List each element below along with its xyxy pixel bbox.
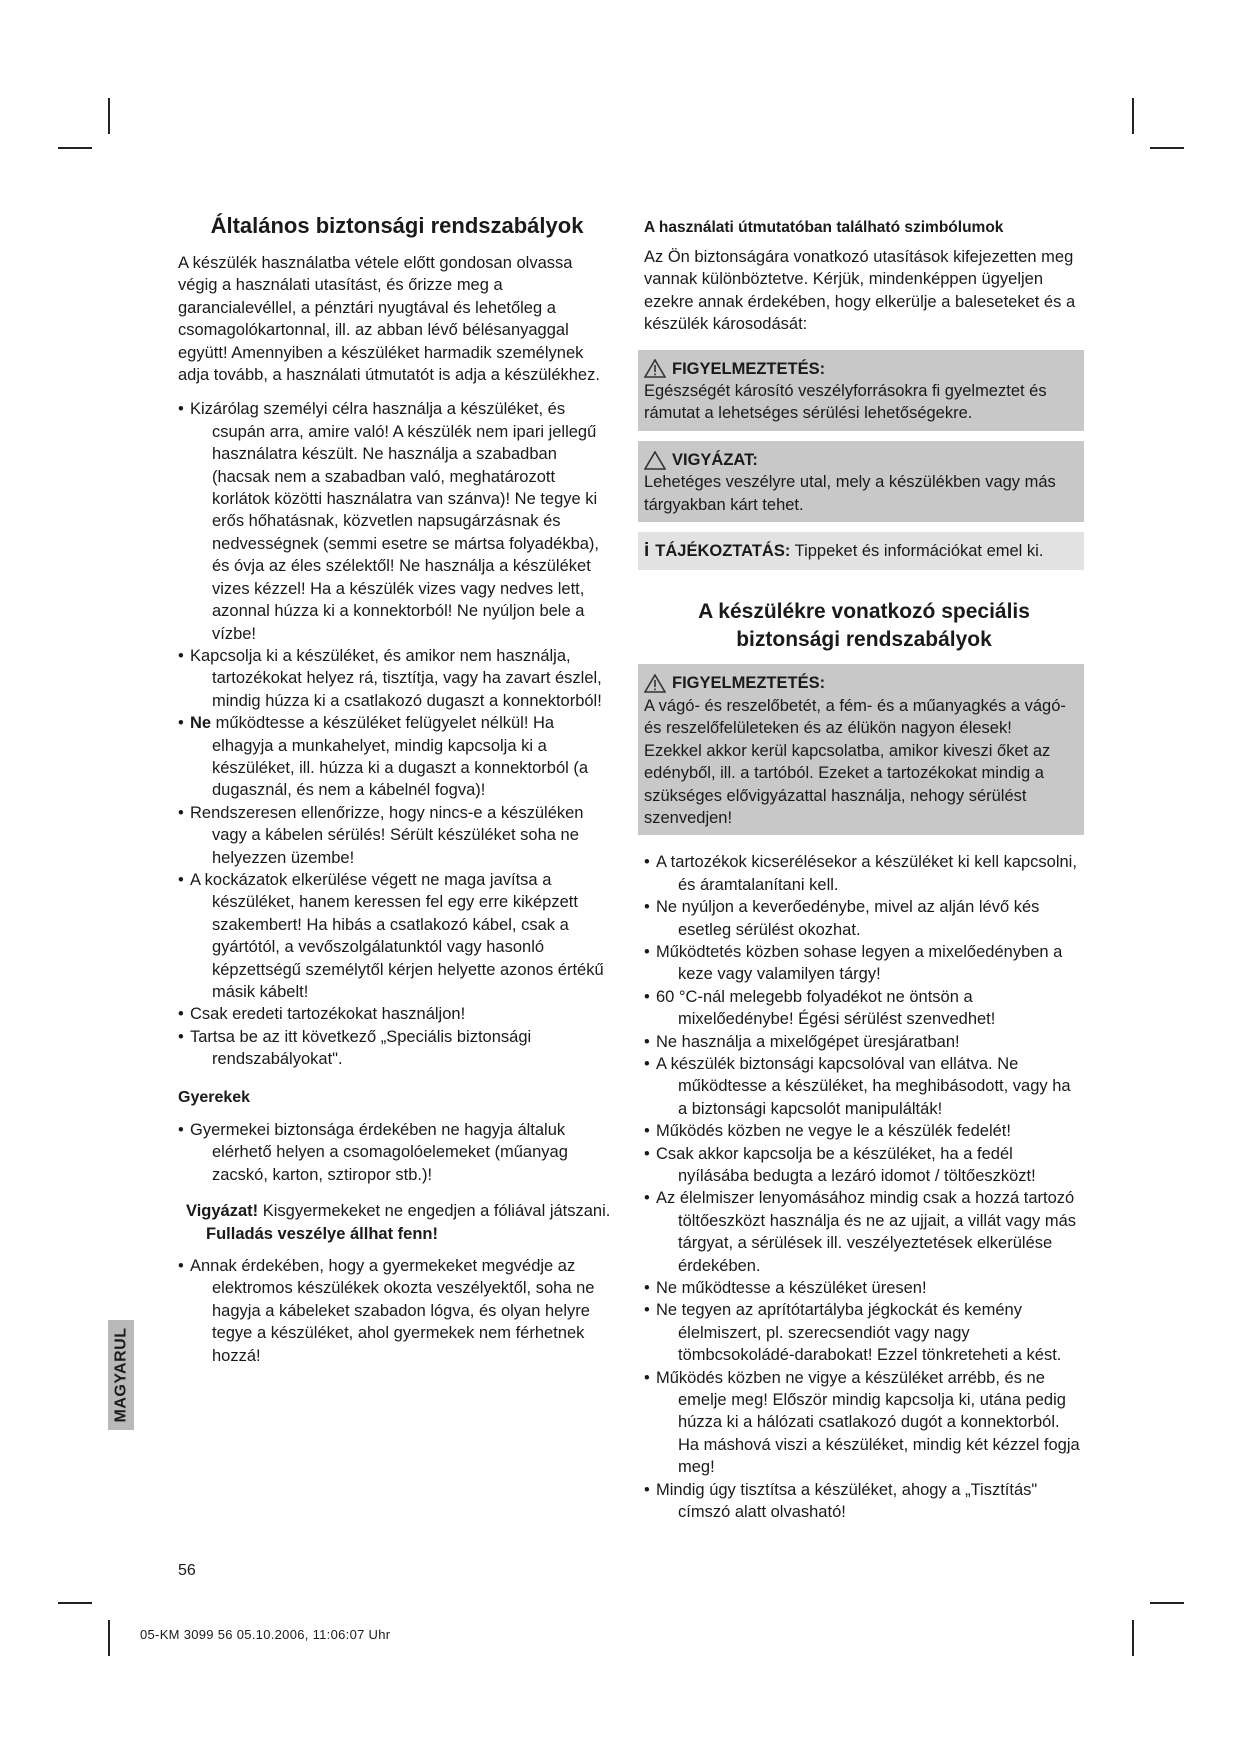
list-item: • A készülék biztonsági kapcsolóval van ellátva. Ne működtesse a készüléket, ha meghibásodott, vagy ha a biztonsági kapcsolót manipulálták!	[644, 1053, 1084, 1120]
info-icon: i	[644, 540, 650, 562]
ne-bold: Ne	[190, 714, 212, 733]
list-item: • Tartsa be az itt következő „Speciális biztonsági rendszabályokat".	[178, 1026, 616, 1071]
warning-box	[638, 350, 1084, 431]
list-item: • Kapcsolja ki a készüléket, és amikor nem használja, tartozékokat helyez rá, tisztítja, vagy ha zavart észlel, mindig húzza ki a csatlakozó dugaszt a konnektorból!	[178, 645, 616, 712]
language-tab	[108, 1320, 134, 1430]
list-item: • 60 °C-nál melegebb folyadékot ne öntsön a mixelőedénybe! Égési sérülést szenvedhet!	[644, 986, 1084, 1031]
intro-paragraph: A készülék használatba vétele előtt gondosan olvassa végig a használati utasítást, és őrizze meg a garancialevéllel, a pénztári nyugtával és lehetőleg a csomagolókartonnal, ill. az abban lévő bélésanyaggal együtt! Amennyiben a készüléket harmadik személynek adja tovább, a használati útmutatót is adja a készülékhez.	[178, 254, 600, 385]
caution-title	[644, 449, 1074, 471]
warning-triangle-icon	[644, 359, 666, 378]
right-column	[644, 212, 1084, 1524]
language-tab-label: MAGYARUL	[112, 1327, 129, 1423]
print-footer: 05-KM 3099 56 05.10.2006, 11:06:07 Uhr	[140, 1627, 391, 1642]
list-item: • Gyermekei biztonsága érdekében ne hagyja általuk elérhető helyen a csomagolóelemeket (műanyag zacskó, karton, sztiropor stb.)!	[178, 1119, 616, 1186]
crop-mark	[58, 147, 92, 149]
list-item: • A kockázatok elkerülése végett ne maga javítsa a készüléket, hanem keressen fel egy erre kiképzett szakembert! Ha hibás a csatlakozó kábel, csak a gyártótól, a vevőszolgálatunktól vagy hasonló képzettségű személytől kérjen helyette azonos értékű másik kábelt!	[178, 869, 616, 1003]
crop-mark	[1132, 1620, 1134, 1656]
page-number: 56	[178, 1562, 196, 1579]
warning-triangle-icon	[644, 674, 666, 693]
list-item: • A tartozékok kicserélésekor a készüléket ki kell kapcsolni, és áramtalanítani kell.	[644, 851, 1084, 896]
special-safety-list	[644, 851, 1084, 1523]
caution-title-text: VIGYÁZAT:	[672, 450, 758, 469]
left-column	[178, 212, 616, 1367]
crop-mark	[1150, 147, 1184, 149]
warning-text: Egészségét károsító veszélyforrásokra fi gyelmeztet és rámutat a lehetséges sérülési lehetőségekre.	[644, 382, 1047, 423]
caution-box-text: Lehetéges veszélyre utal, mely a készülékben vagy más tárgyakban kárt tehet.	[644, 473, 1056, 514]
list-item: • Csak akkor kapcsolja be a készüléket, ha a fedél nyílásába bedugta a lezáró idomot / töltőeszközt!	[644, 1143, 1084, 1188]
ne-rest: működtesse a készüléket felügyelet nélkül! Ha elhagyja a munkahelyet, mindig kapcsolja ki a készüléket, ill. húzza ki a dugaszt a konnektorból (a dugasznál, és nem a kábelnél fogva)!	[211, 714, 589, 800]
info-label: TÁJÉKOZTATÁS:	[655, 542, 791, 561]
caution-text: Kisgyermekeket ne engedjen a fóliával játszani.	[258, 1202, 611, 1221]
list-item: • Kizárólag személyi célra használja a készüléket, és csupán arra, amire való! A készülék nem ipari jellegű használatra készült. Ne használja a szabadban (hacsak nem a szabadban való, meghatározott korlátok közötti használatra van szánva)! Ne tegye ki erős hőhatásnak, közvetlen napsugárzásnak és nedvességnek (semmi esetre se mártsa folyadékba), és óvja az éles szélektől! Ne használja a készüléket vizes kézzel! Ha a készülék vizes vagy nedves lett, azonnal húzza ki a konnektorból! Ne nyúljon bele a vízbe!	[178, 398, 616, 644]
crop-mark	[58, 1602, 92, 1604]
info-box	[638, 532, 1084, 570]
suffocation-warning: Fulladás veszélye állhat fenn!	[206, 1224, 438, 1243]
symbols-heading: A használati útmutatóban található szimbólumok	[644, 219, 1004, 236]
children-list	[178, 1119, 616, 1186]
list-item: • Ne használja a mixelőgépet üresjáratban!	[644, 1031, 1084, 1053]
caution-note	[186, 1200, 616, 1245]
general-safety-list	[178, 398, 616, 1070]
general-safety-title: Általános biztonsági rendszabályok	[210, 213, 584, 238]
list-item: • Az élelmiszer lenyomásához mindig csak a hozzá tartozó töltőeszközt használja és ne az ujjait, a villát vagy más tárgyat, a sérülések ill. veszélyeztetések elkerülése érdekében.	[644, 1187, 1084, 1277]
list-item	[178, 712, 616, 802]
list-item: • Annak érdekében, hogy a gyermekeket megvédje az elektromos készülékek okozta veszélyektől, soha ne hagyja a kábeleket szabadon lógva, és olyan helyre tegye a készüléket, ahol gyermekek nem férhetnek hozzá!	[178, 1255, 616, 1367]
crop-mark	[108, 98, 110, 134]
symbols-intro: Az Ön biztonságára vonatkozó utasítások kifejezetten meg vannak különböztetve. Kérjük, mindenképpen ügyeljen ezekre annak érdekében, hogy elkerülje a baleseteket és a készülék károsodását:	[644, 248, 1076, 334]
caution-triangle-icon	[644, 451, 666, 470]
special-warning-title	[644, 672, 1074, 694]
special-safety-title: A készülékre vonatkozó speciális biztonsági rendszabályok	[698, 600, 1030, 652]
list-item: • Csak eredeti tartozékokat használjon!	[178, 1003, 616, 1025]
list-item: • Működtetés közben sohase legyen a mixelőedényben a keze vagy valamilyen tárgy!	[644, 941, 1084, 986]
list-item: • Ne működtesse a készüléket üresen!	[644, 1277, 1084, 1299]
list-item: • Működés közben ne vigye a készüléket arrébb, és ne emelje meg! Először mindig kapcsolja ki, utána pedig húzza ki a hálózati csatlakozó dugót a konnektorból. Ha máshová viszi a készüléket, mindig két kézzel fogja meg!	[644, 1367, 1084, 1479]
special-warning-text: A vágó- és reszelőbetét, a fém- és a műanyagkés a vágó- és reszelőfelületeken és az élükön nagyon élesek! Ezekkel akkor kerül kapcsolatba, amikor kiveszi őket az edényből, ill. a tartóból. Ezeket a tartozékokat mindig a szükséges elővigyázattal használja, nehogy sérülést szenvedjen!	[644, 696, 1066, 827]
warning-title	[644, 358, 1074, 380]
list-item: • Működés közben ne vegye le a készülék fedelét!	[644, 1120, 1084, 1142]
crop-mark	[1150, 1602, 1184, 1604]
list-item: • Ne tegyen az aprítótartályba jégkockát és kemény élelmiszert, pl. szerecsendiót vagy nagy tömbcsokoládé-darabokat! Ezzel tönkreteheti a kést.	[644, 1299, 1084, 1366]
special-warning-title-text: FIGYELMEZTETÉS:	[672, 674, 826, 693]
list-item: • Mindig úgy tisztítsa a készüléket, ahogy a „Tisztítás" címszó alatt olvasható!	[644, 1479, 1084, 1524]
children-heading: Gyerekek	[178, 1088, 251, 1106]
crop-mark	[108, 1620, 110, 1656]
children-list-2	[178, 1255, 616, 1367]
caution-box	[638, 441, 1084, 522]
warning-title-text: FIGYELMEZTETÉS:	[672, 359, 826, 378]
list-item: • Rendszeresen ellenőrizze, hogy nincs-e a készüléken vagy a kábelen sérülés! Sérült készüléket soha ne helyezzen üzembe!	[178, 802, 616, 869]
info-text: Tippeket és információkat emel ki.	[790, 542, 1044, 561]
special-warning-box	[638, 664, 1084, 835]
caution-label: Vigyázat!	[186, 1202, 259, 1221]
crop-mark	[1132, 98, 1134, 134]
list-item: • Ne nyúljon a keverőedénybe, mivel az alján lévő kés esetleg sérülést okozhat.	[644, 896, 1084, 941]
